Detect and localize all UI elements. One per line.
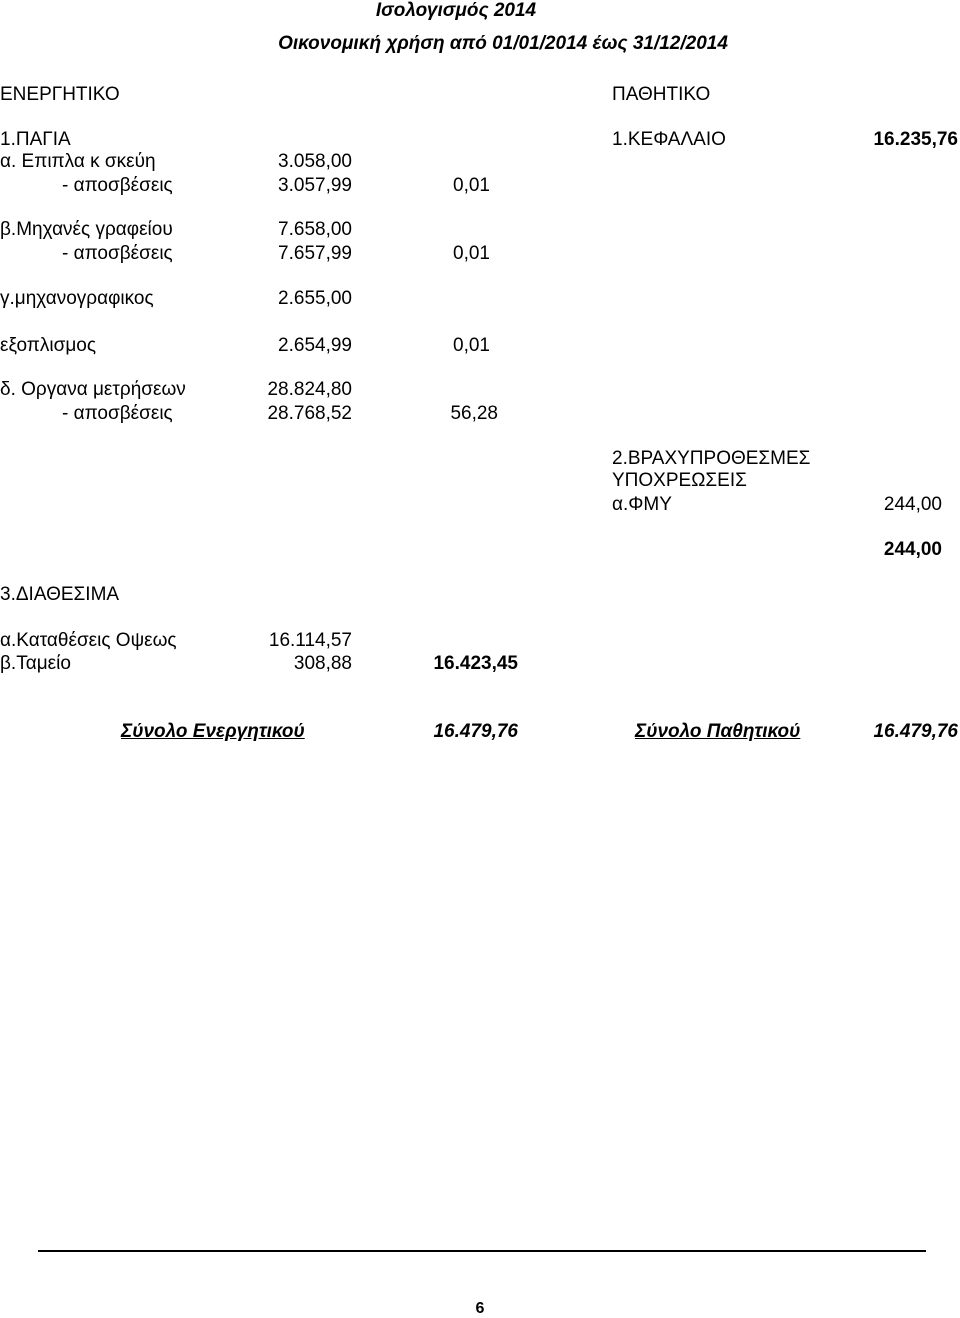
cash-label: 3.ΔΙΑΘΕΣΙΜΑ bbox=[0, 584, 120, 605]
short-term-liabilities-total: 244,00 bbox=[883, 539, 942, 560]
furniture-value: 3.058,00 bbox=[278, 151, 352, 172]
computer-equipment-depreciation-value: 2.654,99 bbox=[278, 335, 352, 356]
fmy-label: α.ΦΜΥ bbox=[612, 494, 672, 515]
assets-heading: ΕΝΕΡΓΗΤΙΚΟ bbox=[0, 84, 120, 105]
instruments-depreciation-value: 28.768,52 bbox=[267, 403, 352, 424]
computer-equipment-label: γ.μηχανογραφικος bbox=[0, 288, 154, 309]
assets-total-value: 16.479,76 bbox=[433, 721, 518, 742]
furniture-label: α. Επιπλα κ σκεύη bbox=[0, 151, 156, 172]
page-title: Ισολογισμός 2014 bbox=[375, 0, 537, 21]
instruments-label: δ. Οργανα μετρήσεων bbox=[0, 379, 186, 400]
short-term-liabilities-label: 2.ΒΡΑΧΥΠΡΟΘΕΣΜΕΣ bbox=[612, 448, 811, 469]
furniture-net-value: 0,01 bbox=[453, 175, 490, 196]
furniture-depreciation-label: - αποσβέσεις bbox=[62, 175, 173, 196]
office-machines-depreciation-label: - αποσβέσεις bbox=[62, 243, 173, 264]
computer-equipment-label-cont: εξοπλισμος bbox=[0, 335, 96, 356]
fmy-value: 244,00 bbox=[883, 494, 942, 515]
cashbox-label: β.Ταμείο bbox=[0, 653, 71, 674]
capital-value: 16.235,76 bbox=[873, 129, 958, 150]
page-subtitle: Οικονομική χρήση από 01/01/2014 έως 31/12/2014 bbox=[278, 33, 728, 54]
fixed-assets-label: 1.ΠΑΓΙΑ bbox=[0, 129, 71, 150]
liabilities-total-label: Σύνολο Παθητικού bbox=[635, 721, 801, 742]
office-machines-net-value: 0,01 bbox=[453, 243, 490, 264]
instruments-depreciation-label: - αποσβέσεις bbox=[62, 403, 173, 424]
cash-total: 16.423,45 bbox=[433, 653, 518, 674]
instruments-value: 28.824,80 bbox=[267, 379, 352, 400]
office-machines-value: 7.658,00 bbox=[278, 219, 352, 240]
computer-equipment-value: 2.655,00 bbox=[278, 288, 352, 309]
assets-total-label: Σύνολο Ενεργητικού bbox=[121, 721, 305, 742]
computer-equipment-net-value: 0,01 bbox=[453, 335, 490, 356]
office-machines-label: β.Μηχανές γραφείου bbox=[0, 219, 173, 240]
instruments-net-value: 56,28 bbox=[450, 403, 498, 424]
footer-rule bbox=[38, 1250, 926, 1252]
page-number: 6 bbox=[475, 1300, 485, 1317]
liabilities-total-value: 16.479,76 bbox=[873, 721, 958, 742]
deposits-label: α.Καταθέσεις Οψεως bbox=[0, 630, 177, 651]
office-machines-depreciation-value: 7.657,99 bbox=[278, 243, 352, 264]
furniture-depreciation-value: 3.057,99 bbox=[278, 175, 352, 196]
cashbox-value: 308,88 bbox=[293, 653, 352, 674]
short-term-liabilities-label-cont: ΥΠΟΧΡΕΩΣΕΙΣ bbox=[612, 470, 747, 491]
capital-label: 1.ΚΕΦΑΛΑΙΟ bbox=[612, 129, 726, 150]
deposits-value: 16.114,57 bbox=[268, 630, 352, 651]
liabilities-heading: ΠΑΘΗΤΙΚΟ bbox=[612, 84, 711, 105]
